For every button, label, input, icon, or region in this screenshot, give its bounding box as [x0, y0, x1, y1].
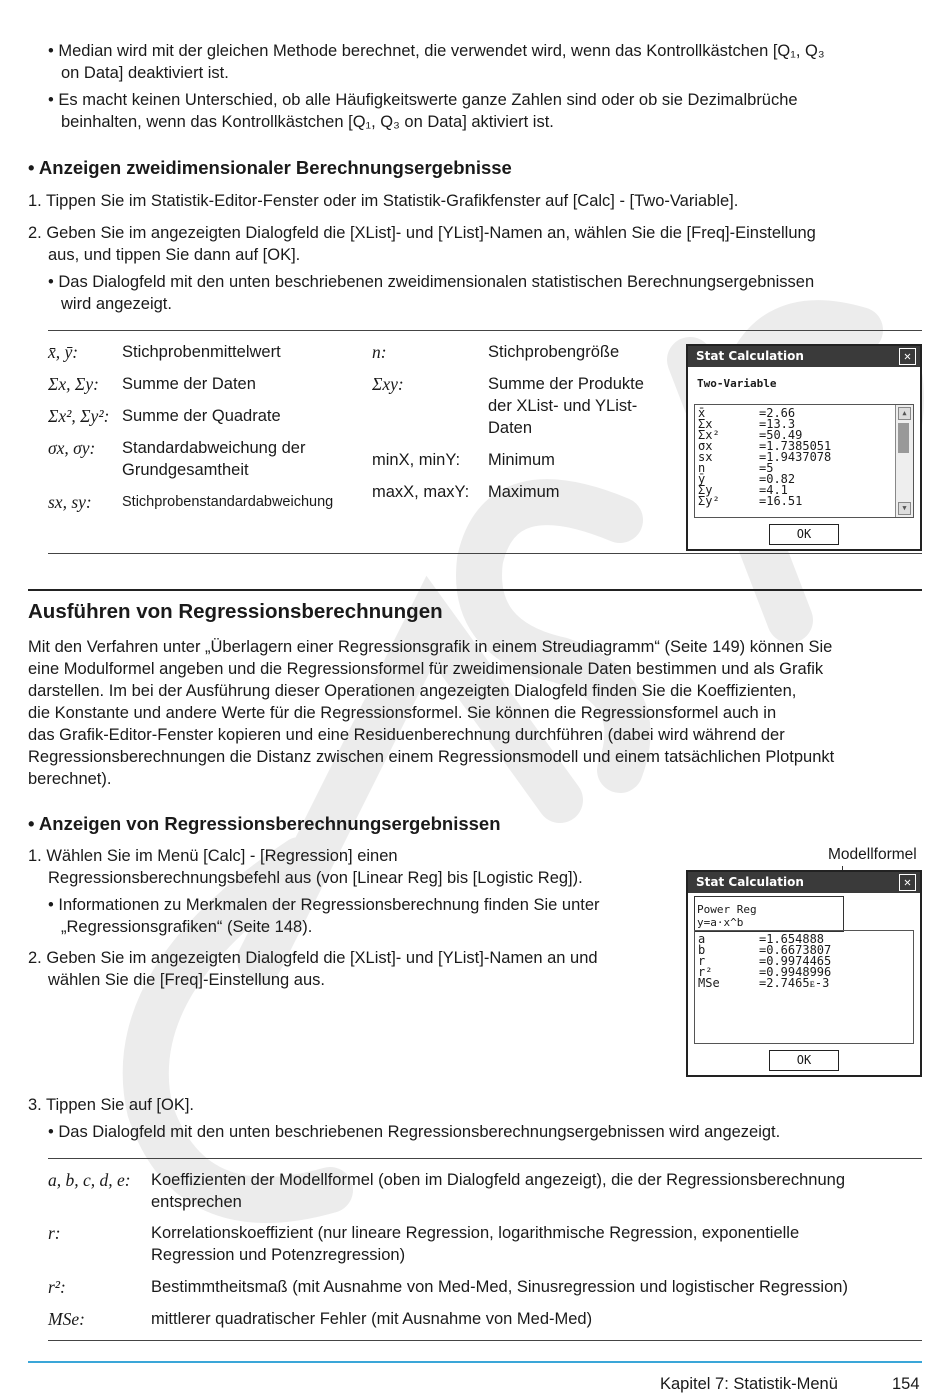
result-name: Σy: [698, 483, 713, 497]
bullet-freq-line2: beinhalten, wenn das Kontrollkästchen [Q₁, Q₃ on Data] aktiviert ist.: [61, 113, 554, 131]
defs-bottom-rule: [48, 1340, 922, 1341]
bullet-median-line2: on Data] deaktiviert ist.: [61, 64, 229, 82]
result-value: =16.51: [759, 494, 803, 508]
page-number: 154: [892, 1375, 920, 1393]
section-rule: [28, 589, 922, 591]
step-2-bullet-line2: wird angezeigt.: [61, 295, 172, 313]
footer-rule: [28, 1361, 922, 1363]
def-description: Stichprobenstandardabweichung: [122, 494, 334, 510]
result-value: =2.66: [759, 406, 796, 420]
def-description: Summe der Quadrate: [122, 407, 281, 425]
table-top-rule: [48, 330, 922, 331]
step-2-line1: 2. Geben Sie im angezeigten Dialogfeld die [XList]- und [YList]-Namen an und: [28, 949, 598, 967]
def-description: Maximum: [488, 483, 560, 501]
step-1-bullet-line1: • Informationen zu Merkmalen der Regressionsberechnung finden Sie unter: [48, 896, 600, 914]
defs-top-rule: [48, 1158, 922, 1159]
section-heading-two-variable: • Anzeigen zweidimensionaler Berechnungsergebnisse: [28, 157, 512, 178]
paragraph-line: Mit den Verfahren unter „Überlagern einer Regressionsgrafik in einem Streudiagramm“ (Seite 149) können Sie: [28, 638, 833, 656]
paragraph-line: eine Modulformel angeben und die Regressionsformel für zweidimensionale Daten bestimmen und als Grafik: [28, 660, 824, 678]
def-symbol: n:: [372, 342, 387, 362]
result-name: Σx²: [698, 428, 720, 442]
model-formula: y=a·x^b: [697, 916, 744, 929]
def-symbol: MSe:: [48, 1309, 85, 1329]
result-name: sx: [698, 450, 713, 464]
result-value: =1.9437078: [759, 450, 832, 464]
def-description: Koeffizienten der Modellformel (oben im Dialogfeld angezeigt), die der Regressionsberechnung: [151, 1171, 846, 1189]
def-description: Korrelationskoeffizient (nur lineare Regression, logarithmische Regression, exponentielle: [151, 1224, 800, 1242]
result-value: =50.49: [759, 428, 803, 442]
def-description: der XList- und YList-: [488, 397, 638, 415]
result-value: =0.9974465: [759, 954, 832, 968]
paragraph-line: darstellen. Im bei der Ausführung dieser Operationen angezeigten Dialogfeld finden Sie die Koeffizienten,: [28, 682, 797, 700]
close-icon[interactable]: ✕: [899, 348, 916, 365]
result-value: =0.9948996: [759, 965, 832, 979]
def-description: Grundgesamtheit: [122, 461, 249, 479]
def-description: Daten: [488, 419, 533, 437]
result-value: =2.7465ᴇ-3: [759, 976, 830, 990]
result-name: b: [698, 943, 706, 957]
def-description: Regression und Potenzregression): [151, 1246, 406, 1264]
result-name: r: [698, 954, 706, 968]
step-2-line1: 2. Geben Sie im angezeigten Dialogfeld die [XList]- und [YList]-Namen an, wählen Sie die [Freq]-Einstellung: [28, 224, 816, 242]
section-heading-regression: Ausführen von Regressionsberechnungen: [28, 600, 443, 623]
paragraph-line: Regressionsberechnungen die Distanz zwischen einem Regressionsmodell und einem tatsächlichen Plotpunkt: [28, 748, 835, 766]
result-name: Σx: [698, 417, 713, 431]
def-symbol: sx, sy:: [48, 492, 92, 512]
def-symbol: minX, minY:: [372, 451, 461, 469]
result-value: =1.7385051: [759, 439, 832, 453]
def-description: Bestimmtheitsmaß (mit Ausnahme von Med-Med, Sinusregression und logistischer Regression): [151, 1278, 848, 1296]
result-name: x̄: [698, 406, 706, 420]
result-value: =4.1: [759, 483, 788, 497]
result-name: a: [698, 932, 706, 946]
power-reg-dialog: [686, 870, 922, 1077]
result-name: σx: [698, 439, 713, 453]
bullet-median-line1: • Median wird mit der gleichen Methode berechnet, die verwendet wird, wenn das Kontrollkästchen [Q₁, Q₃: [48, 42, 825, 60]
results-list[interactable]: [694, 930, 914, 1044]
def-description: Summe der Daten: [122, 375, 256, 393]
step-2-line2: wählen Sie die [Freq]-Einstellung aus.: [48, 971, 325, 989]
def-symbol: maxX, maxY:: [372, 483, 470, 501]
regression-name: Power Reg: [697, 903, 757, 916]
result-value: =0.6673807: [759, 943, 832, 957]
scroll-thumb[interactable]: [898, 423, 909, 453]
paragraph-line: berechnet).: [28, 770, 112, 788]
def-description: Standardabweichung der: [122, 439, 306, 457]
footer-chapter: Kapitel 7: Statistik-Menü: [660, 1375, 838, 1393]
def-symbol: x̄, ȳ:: [48, 342, 79, 362]
dialog-title: Stat Calculation: [688, 872, 920, 893]
dialog-title: Stat Calculation: [688, 346, 920, 367]
scroll-down-icon[interactable]: ▼: [898, 502, 911, 515]
def-symbol: σx, σy:: [48, 438, 96, 458]
results-list[interactable]: [694, 404, 914, 518]
def-symbol: Σx², Σy²:: [48, 406, 110, 426]
scrollbar[interactable]: [895, 405, 913, 517]
step-1-line1: 1. Wählen Sie im Menü [Calc] - [Regression] einen: [28, 847, 398, 865]
ok-button[interactable]: OK: [769, 524, 839, 545]
step-1-bullet-line2: „Regressionsgrafiken“ (Seite 148).: [61, 918, 313, 936]
step-1-line2: Regressionsberechnungsbefehl aus (von [Linear Reg] bis [Logistic Reg]).: [48, 869, 583, 887]
def-symbol: a, b, c, d, e:: [48, 1170, 131, 1190]
section-heading-regression-results: • Anzeigen von Regressionsberechnungsergebnissen: [28, 813, 501, 834]
step-3: 3. Tippen Sie auf [OK].: [28, 1096, 195, 1114]
table-bottom-rule: [48, 553, 922, 554]
two-variable-dialog: [686, 344, 922, 551]
step-2-bullet-line1: • Das Dialogfeld mit den unten beschriebenen zweidimensionalen statistischen Berechnungsergebnissen: [48, 273, 815, 291]
bullet-freq-line1: • Es macht keinen Unterschied, ob alle Häufigkeitswerte ganze Zahlen sind oder ob sie Dezimalbrüche: [48, 91, 798, 109]
result-value: =1.654888: [759, 932, 825, 946]
result-name: ȳ: [698, 472, 706, 486]
paragraph-line: das Grafik-Editor-Fenster kopieren und eine Residuenberechnung durchführen (dabei wird während der: [28, 726, 785, 744]
scroll-up-icon[interactable]: ▲: [898, 407, 911, 420]
result-value: =5: [759, 461, 774, 475]
close-icon[interactable]: ✕: [899, 874, 916, 891]
step-1: 1. Tippen Sie im Statistik-Editor-Fenster oder im Statistik-Grafikfenster auf [Calc] - [Two-Variable].: [28, 192, 739, 210]
def-symbol: Σxy:: [372, 374, 404, 394]
def-symbol: r:: [48, 1223, 61, 1243]
result-name: n: [698, 461, 706, 475]
def-description: entsprechen: [151, 1193, 242, 1211]
def-description: Stichprobengröße: [488, 343, 620, 361]
def-symbol: r²:: [48, 1277, 66, 1297]
ok-button[interactable]: OK: [769, 1050, 839, 1071]
result-name: r²: [698, 965, 713, 979]
step-3-bullet: • Das Dialogfeld mit den unten beschriebenen Regressionsberechnungsergebnissen wird angezeigt.: [48, 1123, 781, 1141]
paragraph-line: die Konstante und andere Werte für die Regressionsformel. Sie können die Regressionsformel auch in: [28, 704, 777, 722]
callout-label: Modellformel: [828, 846, 917, 863]
def-description: Stichprobenmittelwert: [122, 343, 281, 361]
def-description: mittlerer quadratischer Fehler (mit Ausnahme von Med-Med): [151, 1310, 593, 1328]
result-name: MSe: [698, 976, 720, 990]
formula-frame: [694, 896, 844, 932]
def-description: Minimum: [488, 451, 555, 469]
result-value: =0.82: [759, 472, 796, 486]
dialog-subtitle: Two-Variable: [697, 377, 777, 390]
def-description: Summe der Produkte: [488, 375, 644, 393]
def-symbol: Σx, Σy:: [48, 374, 99, 394]
result-name: Σy²: [698, 494, 720, 508]
result-value: =13.3: [759, 417, 796, 431]
step-2-line2: aus, und tippen Sie dann auf [OK].: [48, 246, 301, 264]
